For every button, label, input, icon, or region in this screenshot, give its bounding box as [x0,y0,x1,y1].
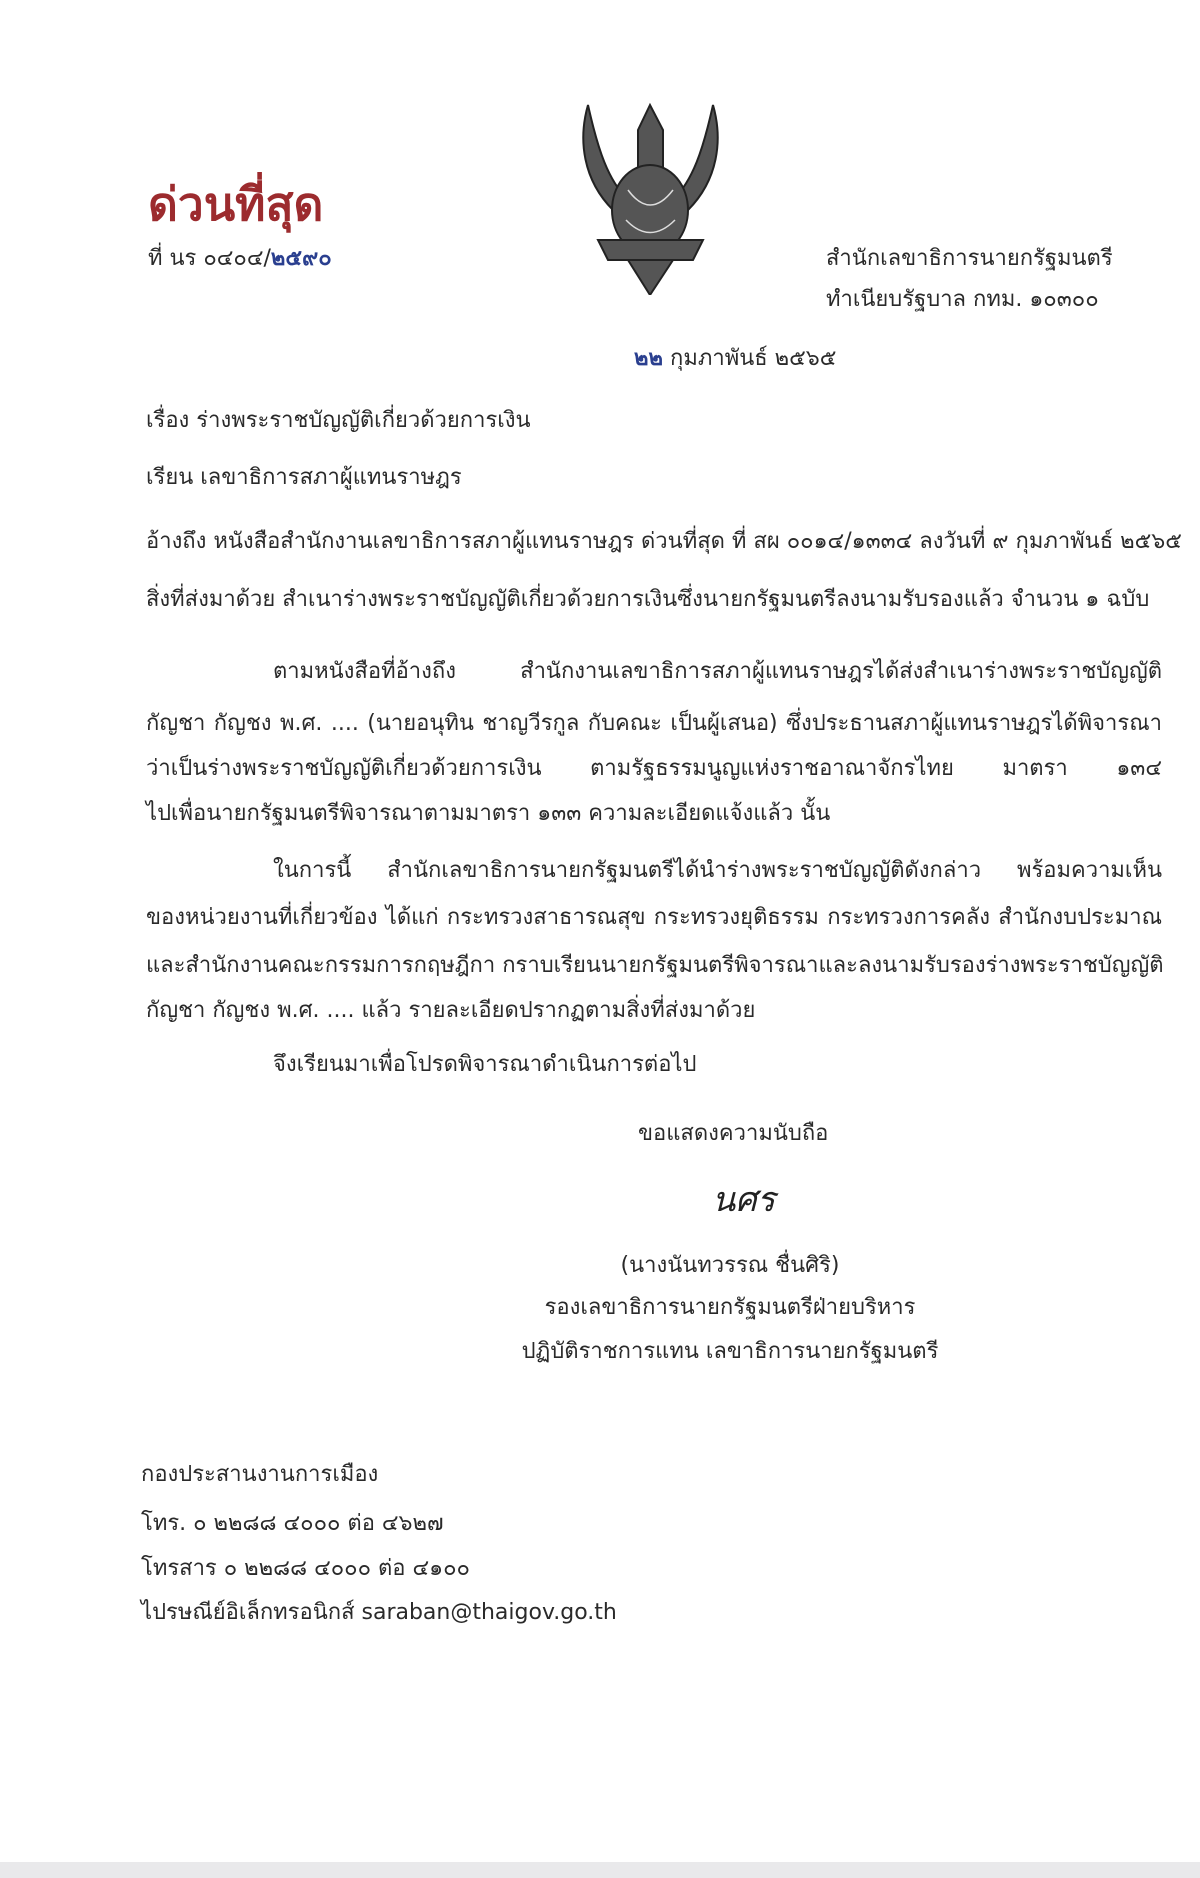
subject-line: เรื่อง ร่างพระราชบัญญัติเกี่ยวด้วยการเงิน [146,408,531,433]
office-name: สำนักเลขาธิการนายกรัฐมนตรี [826,246,1113,271]
footer-email: ไปรษณีย์อิเล็กทรอนิกส์ saraban@thaigov.go.th [141,1600,617,1625]
paragraph1-line: ตามหนังสือที่อ้างถึง สำนักงานเลขาธิการสภาผู้แทนราษฎรได้ส่งสำเนาร่างพระราชบัญญัติ [273,659,1162,684]
paragraph2-line: ในการนี้ สำนักเลขาธิการนายกรัฐมนตรีได้นำร่างพระราชบัญญัติดังกล่าว พร้อมความเห็น [273,858,1162,883]
recipient-line: เรียน เลขาธิการสภาผู้แทนราษฎร [146,465,462,490]
signatory-name: (นางนันทวรรณ ชื่นศิริ) [620,1253,840,1278]
urgency-label: ด่วนที่สุด [148,177,324,231]
paragraph1-line: กัญชา กัญชง พ.ศ. .... (นายอนุทิน ชาญวีรกูล กับคณะ เป็นผู้เสนอ) ซึ่งประธานสภาผู้แทนราษฎรได้พิจารณา [146,711,1162,736]
paragraph1-line: ไปเพื่อนายกรัฐมนตรีพิจารณาตามมาตรา ๑๓๓ ความละเอียดแจ้งแล้ว นั้น [146,801,831,826]
paragraph2-line: กัญชา กัญชง พ.ศ. .... แล้ว รายละเอียดปรากฏตามสิ่งที่ส่งมาด้วย [146,998,756,1023]
footer-fax: โทรสาร ๐ ๒๒๘๘ ๔๐๐๐ ต่อ ๔๑๐๐ [141,1556,470,1581]
ref-prefix: ที่ นร ๐๔๐๔/ [148,246,271,271]
date-day: ๒๒ [634,346,664,371]
signatory-title: รองเลขาธิการนายกรัฐมนตรีฝ่ายบริหาร [544,1295,916,1320]
reference-line: อ้างถึง หนังสือสำนักงานเลขาธิการสภาผู้แทนราษฎร ด่วนที่สุด ที่ สผ ๐๐๑๔/๑๓๓๔ ลงวันที่ ๙ กุมภาพันธ์ ๒๕๖๕ [146,529,1182,554]
paragraph2-line: และสำนักงานคณะกรรมการกฤษฎีกา กราบเรียนนายกรัฐมนตรีพิจารณาและลงนามรับรองร่างพระราชบัญญัติ [146,953,1164,978]
handwritten-signature: นศร [712,1180,776,1220]
paragraph1-line: ว่าเป็นร่างพระราชบัญญัติเกี่ยวด้วยการเงิน ตามรัฐธรรมนูญแห่งราชอาณาจักรไทย มาตรา ๑๓๔ [146,756,1162,781]
date-month-year: กุมภาพันธ์ ๒๕๖๕ [670,346,837,371]
bottom-edge-strip [0,1862,1200,1878]
enclosure-line: สิ่งที่ส่งมาด้วย สำเนาร่างพระราชบัญญัติเกี่ยวด้วยการเงินซึ่งนายกรัฐมนตรีลงนามรับรองแล้ว จำนวน ๑ ฉบับ [146,587,1150,612]
office-address: ทำเนียบรัฐบาล กทม. ๑๐๓๐๐ [826,287,1099,312]
garuda-emblem-icon [568,100,733,295]
signatory-acting-title: ปฏิบัติราชการแทน เลขาธิการนายกรัฐมนตรี [521,1339,939,1364]
paragraph2-line: ของหน่วยงานที่เกี่ยวข้อง ได้แก่ กระทรวงสาธารณสุข กระทรวงยุติธรรม กระทรวงการคลัง สำนักงบประมาณ [146,905,1162,930]
footer-phone: โทร. ๐ ๒๒๘๘ ๔๐๐๐ ต่อ ๔๖๒๗ [141,1511,444,1536]
salutation: ขอแสดงความนับถือ [638,1121,829,1146]
document-date [634,340,836,375]
footer-department: กองประสานงานการเมือง [141,1462,379,1487]
ref-handwritten-number: ๒๕๙๐ [270,246,332,271]
closing-sentence: จึงเรียนมาเพื่อโปรดพิจารณาดำเนินการต่อไป [273,1052,697,1077]
reference-number [148,240,332,275]
